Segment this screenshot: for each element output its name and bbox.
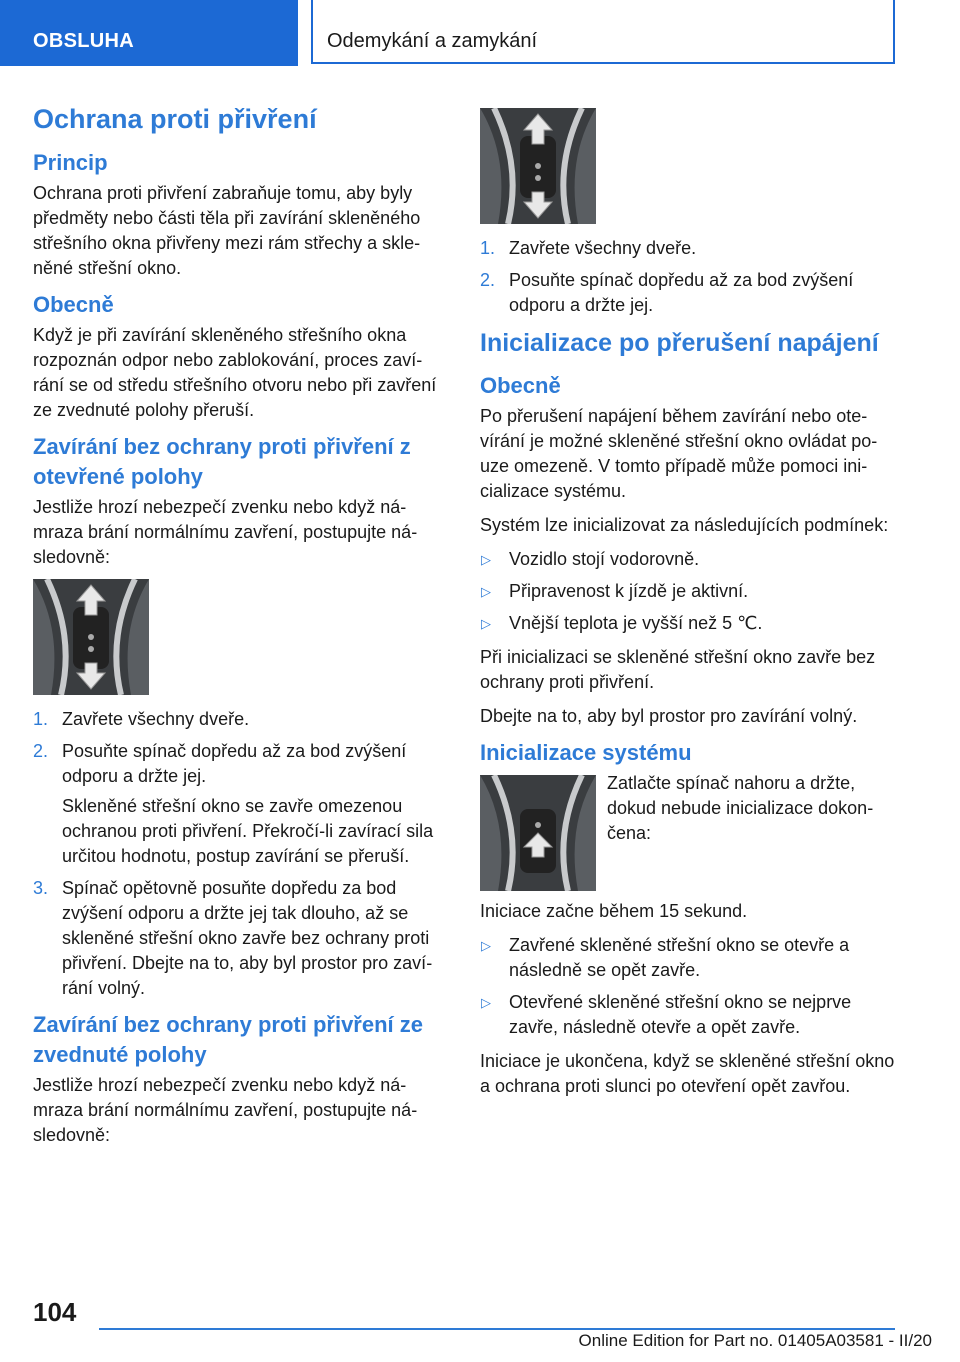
triangle-right-icon: ▷ (481, 584, 491, 599)
step-number: 3. (33, 878, 49, 898)
steps-list-left (33, 707, 447, 1001)
step-text: Posuňte spínač dopředu až za bod zvýšení odporu a držte jej. (62, 741, 407, 786)
result-text: Zavřené skleněné střešní okno se otevře a následně se opět zavře. (509, 935, 850, 980)
page-number: 104 (33, 1297, 77, 1327)
switch-push-forward-illustration (33, 579, 149, 695)
triangle-right-icon: ▷ (481, 616, 491, 631)
list-item (480, 268, 898, 318)
switch-push-up-illustration (480, 775, 596, 891)
end-text: Iniciace je ukončena, když se skleněné střešní okno a ochrana proti slunci po otevření opět zavřou. (480, 1051, 895, 1096)
system-heading: Inicializace systému (480, 740, 692, 765)
step-number: 1. (33, 709, 49, 729)
closing-raised-heading: Zavírání bez ochrany proti přivření ze zvednuté polohy (33, 1012, 423, 1067)
conditions-intro: Systém lze inicializovat za následujících podmínek: (480, 515, 889, 535)
section-title: Ochrana proti přivření (33, 104, 317, 134)
closing-open-heading: Zavírání bez ochrany proti přivření z otevřené polohy (33, 434, 411, 489)
triangle-right-icon: ▷ (481, 938, 491, 953)
list-item (480, 933, 898, 983)
step-number: 1. (480, 238, 496, 258)
general-heading: Obecně (33, 292, 114, 317)
condition-text: Vozidlo stojí vodorovně. (509, 549, 700, 569)
list-item (480, 579, 898, 604)
step-number: 2. (33, 741, 49, 761)
init-note: Při inicializaci se skleněné střešní okno zavře bez ochrany proti přivření. (480, 647, 876, 692)
principle-text: Ochrana proti přivření zabraňuje tomu, aby byly předměty nebo části těla při zavírání skleněného střešního okna přivřeny mezi rám střechy a skleněné střešní okno. (33, 183, 421, 278)
list-item (33, 876, 447, 1001)
list-item (33, 739, 447, 869)
step-text: Zavřete všechny dveře. (62, 709, 250, 729)
conditions-list (480, 547, 898, 636)
switch-push-forward-illustration (480, 108, 596, 224)
step-number: 2. (480, 270, 496, 290)
step-text: Spínač opětovně posuňte dopředu za bod zvýšení odporu a držte jej tak dlouho, až se skleněné střešní okno zavře bez ochrany proti přivření. Dbejte na to, aby byl prostor pro zavírání volný. (62, 878, 433, 998)
principle-heading: Princip (33, 150, 108, 175)
step-subtext: Skleněné střešní okno se zavře omezenou ochranou proti přivření. Překročí-li zavírací sila určitou hodnotu, postup zavírání se přeruší. (62, 796, 434, 866)
section-tab: OBSLUHA (0, 0, 298, 66)
left-column (33, 100, 447, 1157)
general-heading: Obecně (480, 373, 561, 398)
footer-divider (99, 1328, 895, 1330)
general-text: Po přerušení napájení během zavírání nebo otevírání je možné skleněné střešní okno ovládat pouze omezeně. V tomto případě může pomoci inicializace systému. (480, 406, 878, 501)
closing-raised-text: Jestliže hrozí nebezpečí zvenku nebo když námraza brání normálnímu zavření, postupujte následovně: (33, 1075, 418, 1145)
page-header (0, 0, 960, 66)
condition-text: Vnější teplota je vyšší než 5 ℃. (509, 613, 763, 633)
step-text: Zavřete všechny dveře. (509, 238, 697, 258)
general-text: Když je při zavírání skleněného střešního okna rozpoznán odpor nebo zablokování, proces zavírání se od středu střešního otvoru nebo při zavření ze zvednuté polohy přeruší. (33, 325, 437, 420)
closing-open-text: Jestliže hrozí nebezpečí zvenku nebo když námraza brání normálnímu zavření, postupujte následovně: (33, 497, 418, 567)
step-text: Posuňte spínač dopředu až za bod zvýšení odporu a držte jej. (509, 270, 854, 315)
triangle-right-icon: ▷ (481, 995, 491, 1010)
right-column (480, 100, 898, 1108)
result-text: Otevřené skleněné střešní okno se nejprve zavře, následně otevře a opět zavře. (509, 992, 852, 1037)
steps-list-right (480, 236, 898, 318)
init-heading: Inicializace po přerušení napájení (480, 329, 879, 357)
system-text: Zatlačte spínač nahoru a držte, dokud nebude inicializace dokončena: (607, 773, 874, 843)
condition-text: Připravenost k jízdě je aktivní. (509, 581, 749, 601)
triangle-right-icon: ▷ (481, 552, 491, 567)
chapter-title: Odemykání a zamykání (311, 0, 895, 64)
space-note: Dbejte na to, aby byl prostor pro zavírání volný. (480, 706, 858, 726)
start-text: Iniciace začne během 15 sekund. (480, 901, 748, 921)
list-item (480, 236, 898, 261)
list-item (480, 547, 898, 572)
edition-note: Online Edition for Part no. 01405A03581 - II/20 (578, 1331, 932, 1350)
list-item (480, 990, 898, 1040)
results-list (480, 933, 898, 1040)
list-item (33, 707, 447, 732)
list-item (480, 611, 898, 636)
